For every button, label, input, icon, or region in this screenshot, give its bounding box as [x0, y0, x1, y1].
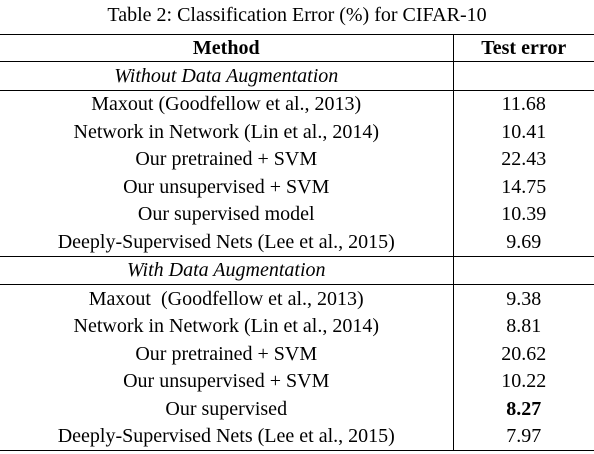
method-cell: Deeply-Supervised Nets (Lee et al., 2015)	[0, 423, 453, 451]
error-cell: 22.43	[501, 148, 547, 171]
method-cell: Our pretrained + SVM	[0, 146, 453, 174]
method-cell: Our pretrained + SVM	[0, 340, 453, 368]
section-title: Without Data Augmentation	[0, 62, 453, 91]
method-cell: Deeply-Supervised Nets (Lee et al., 2015)	[0, 228, 453, 256]
method-cell: Our supervised model	[0, 201, 453, 229]
table-row	[0, 118, 594, 146]
section-empty-cell	[453, 62, 594, 91]
error-cell: 10.39	[501, 203, 547, 226]
table-row	[0, 173, 594, 201]
method-cell: Maxout (Goodfellow et al., 2013)	[0, 285, 453, 313]
table-row	[0, 228, 594, 256]
method-cell: Our supervised	[0, 395, 453, 423]
section-title: With Data Augmentation	[0, 256, 453, 285]
error-cell: 20.62	[501, 342, 547, 365]
method-header: Method	[0, 35, 453, 62]
method-cell: Our unsupervised + SVM	[0, 173, 453, 201]
method-cell: Our unsupervised + SVM	[0, 368, 453, 396]
header-row	[0, 35, 594, 62]
section-empty-cell	[453, 256, 594, 285]
table-row	[0, 201, 594, 229]
results-table	[0, 34, 594, 451]
method-cell: Network in Network (Lin et al., 2014)	[0, 313, 453, 341]
error-cell: 10.41	[501, 120, 547, 143]
method-cell: Maxout (Goodfellow et al., 2013)	[0, 90, 453, 118]
method-cell: Network in Network (Lin et al., 2014)	[0, 118, 453, 146]
error-cell: 10.22	[501, 370, 547, 393]
caption-label: Table 2:	[107, 4, 173, 26]
error-cell: 8.81	[506, 315, 542, 338]
error-cell: 14.75	[501, 175, 547, 198]
table-row	[0, 90, 594, 118]
table-row	[0, 395, 594, 423]
table-row	[0, 368, 594, 396]
error-cell-best: 8.27	[506, 397, 542, 420]
caption-text: Classification Error (%) for CIFAR-10	[177, 4, 487, 26]
table-row	[0, 313, 594, 341]
error-cell: 11.68	[501, 93, 546, 116]
test-error-header: Test error	[453, 35, 594, 62]
table-row	[0, 423, 594, 451]
table-row	[0, 285, 594, 313]
error-cell: 7.97	[453, 423, 594, 451]
section-row	[0, 256, 594, 285]
error-cell: 9.69	[506, 230, 542, 253]
table-row	[0, 340, 594, 368]
table-caption	[0, 0, 594, 34]
error-cell: 9.38	[506, 287, 542, 310]
table-row	[0, 146, 594, 174]
section-row	[0, 62, 594, 91]
